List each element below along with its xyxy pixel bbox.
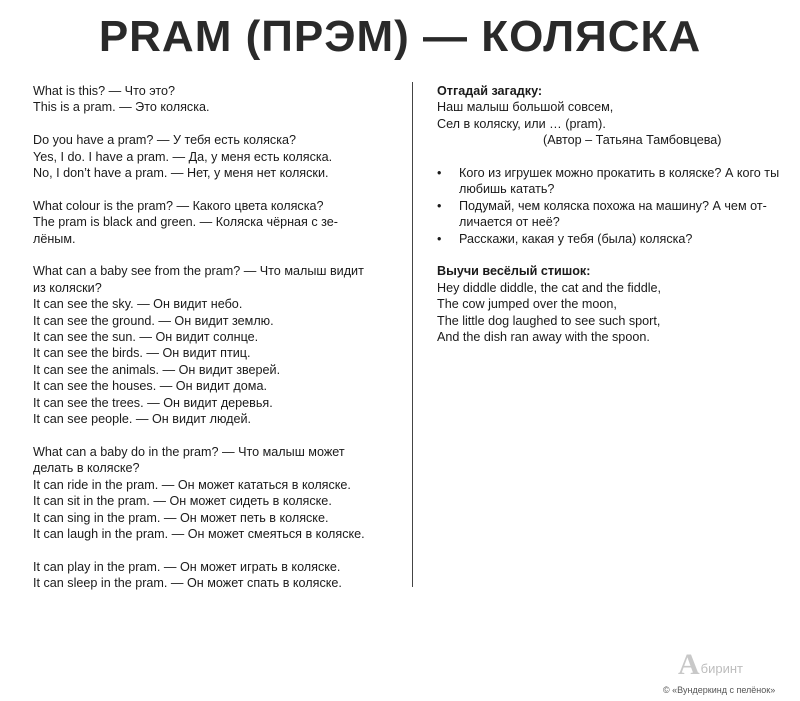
text-line: It can sit in the pram. — Он может сидеть в коляске. bbox=[33, 494, 332, 509]
question-text: Кого из игрушек можно прокатить в коляске? А кого ты любишь катать? bbox=[459, 166, 780, 197]
text-line: It can see the animals. — Он видит зверей. bbox=[33, 362, 281, 377]
dialog-block-do bbox=[33, 444, 408, 542]
riddle-line: Сел в коляску, или … (pram). bbox=[437, 116, 606, 131]
bullet-icon: • bbox=[437, 198, 442, 213]
text-line: What can a baby do in the pram? — Что малыш может bbox=[33, 444, 345, 459]
riddle-line: Наш малыш большой совсем, bbox=[437, 100, 614, 115]
list-item bbox=[437, 198, 792, 231]
text-line: It can sleep in the pram. — Он может спать в коляске. bbox=[33, 576, 342, 591]
rhyme-line: The cow jumped over the moon, bbox=[437, 297, 617, 312]
dialog-block-what-is-this bbox=[33, 83, 408, 116]
bullet-icon: • bbox=[437, 166, 442, 181]
riddle-heading: Отгадай загадку: bbox=[437, 84, 543, 98]
right-column bbox=[437, 83, 792, 362]
text-line: The pram is black and green. — Коляска чёрная с зе- bbox=[33, 215, 338, 230]
text-line: It can see the sky. — Он видит небо. bbox=[33, 297, 243, 312]
text-line: What is this? — Что это? bbox=[33, 84, 175, 98]
rhyme-line: And the dish ran away with the spoon. bbox=[437, 330, 650, 345]
logo-text: биринт bbox=[700, 661, 744, 676]
dialog-block-see bbox=[33, 263, 408, 427]
text-line: It can play in the pram. — Он может играть в коляске. bbox=[33, 559, 341, 574]
text-line: What colour is the pram? — Какого цвета коляска? bbox=[33, 198, 324, 213]
copyright-notice: © «Вундеркинд с пелёнок» bbox=[663, 685, 776, 695]
bullet-icon: • bbox=[437, 231, 442, 246]
text-line: No, I don’t have a pram. — Нет, у меня нет коляски. bbox=[33, 166, 329, 181]
text-line: This is a pram. — Это коляска. bbox=[33, 100, 210, 115]
question-list bbox=[437, 165, 792, 247]
left-column bbox=[33, 83, 408, 608]
dialog-block-colour bbox=[33, 198, 408, 247]
text-line: It can see people. — Он видит людей. bbox=[33, 412, 252, 427]
text-line: It can see the trees. — Он видит деревья. bbox=[33, 395, 273, 410]
rhyme-block bbox=[437, 263, 792, 345]
rhyme-line: Hey diddle diddle, the cat and the fiddle, bbox=[437, 280, 662, 295]
text-line: лёным. bbox=[33, 231, 76, 246]
dialog-block-play-sleep bbox=[33, 559, 408, 592]
rhyme-line: The little dog laughed to see such sport, bbox=[437, 313, 661, 328]
question-text: Подумай, чем коляска похожа на машину? А чем отличается от неё? bbox=[459, 198, 767, 230]
text-line: It can laugh in the pram. — Он может смеяться в коляске. bbox=[33, 526, 365, 541]
column-divider bbox=[412, 82, 413, 587]
text-line: Yes, I do. I have a pram. — Да, у меня есть коляска. bbox=[33, 149, 333, 164]
labirint-logo bbox=[678, 648, 744, 681]
riddle-block bbox=[437, 83, 792, 149]
text-line: It can sing in the pram. — Он может петь в коляске. bbox=[33, 510, 329, 525]
dialog-block-have-pram bbox=[33, 132, 408, 181]
text-line: Do you have a pram? — У тебя есть коляска? bbox=[33, 133, 297, 148]
rhyme-heading: Выучи весёлый стишок: bbox=[437, 264, 591, 279]
text-line: делать в коляске? bbox=[33, 461, 140, 476]
text-line: It can ride in the pram. — Он может кататься в коляске. bbox=[33, 477, 351, 492]
list-item bbox=[437, 165, 792, 198]
page-title: PRAM (ПРЭМ) — КОЛЯСКА bbox=[98, 12, 702, 61]
text-line: из коляски? bbox=[33, 280, 102, 295]
text-line: It can see the sun. — Он видит солнце. bbox=[33, 330, 259, 345]
text-line: It can see the ground. — Он видит землю. bbox=[33, 313, 274, 328]
text-line: It can see the birds. — Он видит птиц. bbox=[33, 346, 251, 361]
text-line: What can a baby see from the pram? — Что малыш видит bbox=[33, 264, 364, 279]
question-text: Расскажи, какая у тебя (была) коляска? bbox=[459, 231, 693, 246]
list-item bbox=[437, 231, 792, 247]
text-line: It can see the houses. — Он видит дома. bbox=[33, 379, 267, 394]
riddle-author: (Автор – Татьяна Тамбовцева) bbox=[543, 133, 722, 148]
logo-mark-icon: A bbox=[678, 648, 700, 681]
